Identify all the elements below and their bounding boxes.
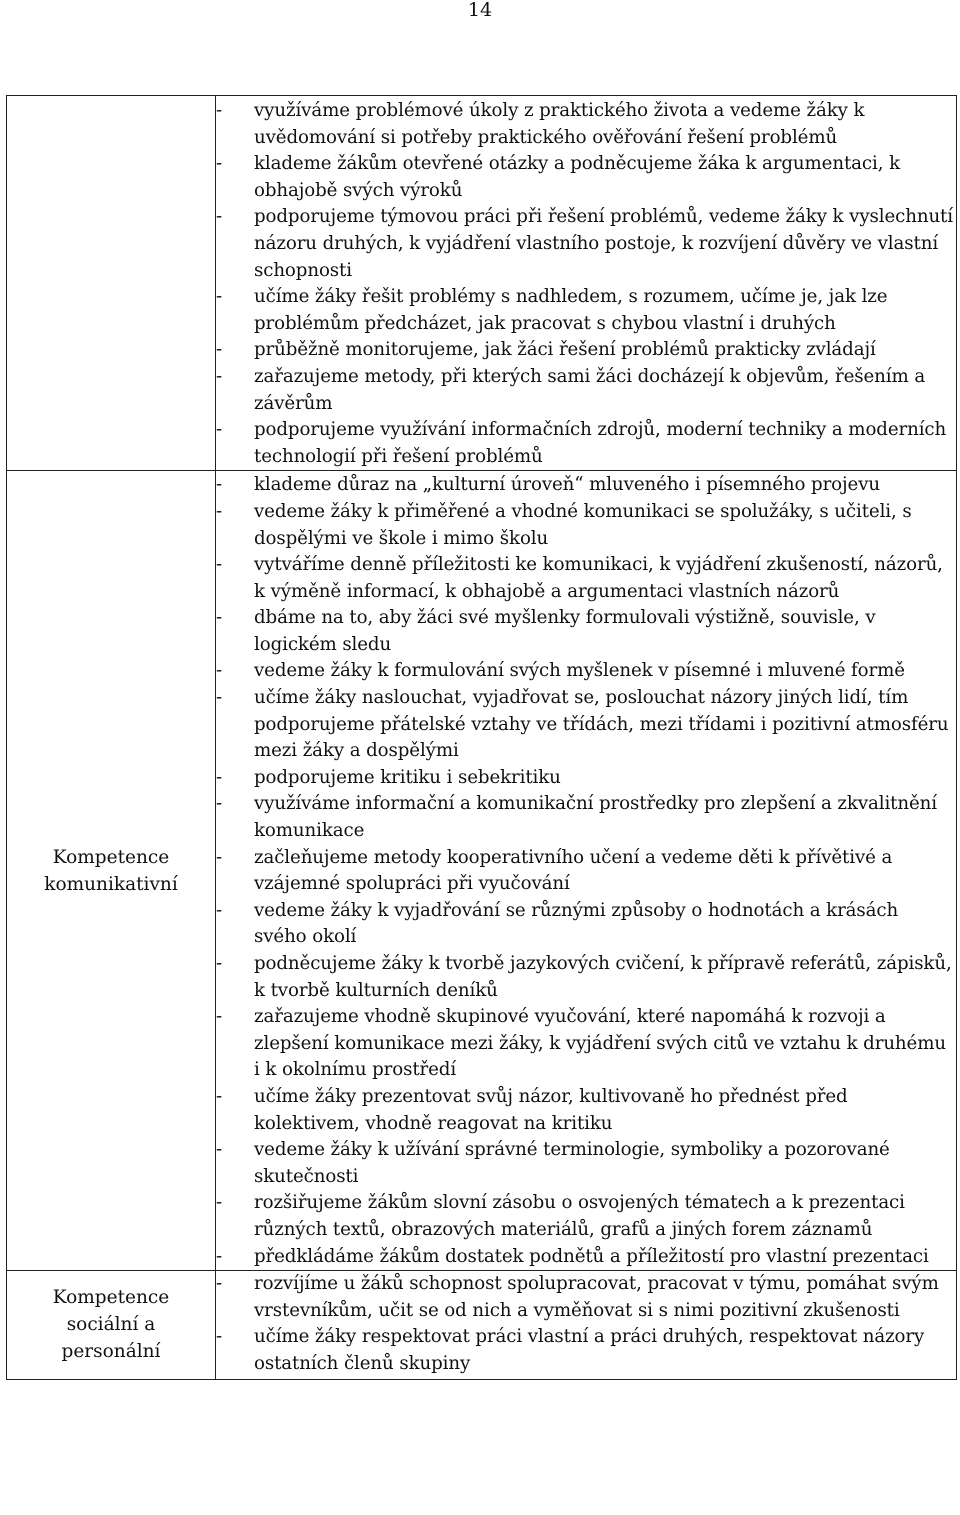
strategy-list	[216, 1271, 956, 1378]
competence-label: sociální a	[66, 1314, 156, 1336]
list-item: - učíme žáky prezentovat svůj názor, kultivovaně ho přednést před kolektivem, vhodně reagovat na kritiku	[216, 1084, 956, 1137]
list-item: - rozšiřujeme žákům slovní zásobu o osvojených tématech a k prezentaci různých textů, obrazových materiálů, grafů a jiných forem záznamů	[216, 1190, 956, 1243]
list-item: - využíváme informační a komunikační prostředky pro zlepšení a zkvalitnění komunikace	[216, 791, 956, 844]
competence-label-cell	[7, 96, 216, 471]
list-item: - podporujeme kritiku i sebekritiku	[216, 765, 956, 792]
list-item: - zařazujeme metody, při kterých sami žáci docházejí k objevům, řešením a závěrům	[216, 364, 956, 417]
list-item: - zařazujeme vhodně skupinové vyučování, které napomáhá k rozvoji a zlepšení komunikace mezi žáky, k vyjádření svých citů ve vztahu k druhému i k okolnímu prostředí	[216, 1004, 956, 1084]
list-item: - začleňujeme metody kooperativního učení a vedeme děti k přívětivé a vzájemné spolupráci při vyučování	[216, 845, 956, 898]
list-item: - dbáme na to, aby žáci své myšlenky formulovali výstižně, souvisle, v logickém sledu	[216, 605, 956, 658]
strategies-cell	[216, 1271, 957, 1379]
strategies-cell	[216, 471, 957, 1271]
strategy-list	[216, 96, 956, 470]
competence-label-cell	[7, 1271, 216, 1379]
list-item: - učíme žáky naslouchat, vyjadřovat se, poslouchat názory jiných lidí, tím podporujeme přátelské vztahy ve třídách, mezi třídami i pozitivní atmosféru mezi žáky a dospělými	[216, 685, 956, 765]
list-item: - rozvíjíme u žáků schopnost spolupracovat, pracovat v týmu, pomáhat svým vrstevníkům, učit se od nich a vyměňovat si s nimi pozitivní zkušenosti	[216, 1271, 956, 1324]
competence-label: komunikativní	[44, 873, 178, 895]
competence-label: Kompetence	[52, 1287, 170, 1309]
list-item: - vedeme žáky k přiměřené a vhodné komunikaci se spolužáky, s učiteli, s dospělými ve škole i mimo školu	[216, 499, 956, 552]
list-item: - podporujeme využívání informačních zdrojů, moderní techniky a moderních technologií při řešení problémů	[216, 417, 956, 470]
list-item: - klademe žákům otevřené otázky a podněcujeme žáka k argumentaci, k obhajobě svých výroků	[216, 151, 956, 204]
competence-label: personální	[61, 1341, 161, 1363]
list-item: - vedeme žáky k vyjadřování se různými způsoby o hodnotách a krásách svého okolí	[216, 898, 956, 951]
list-item: - vytváříme denně příležitosti ke komunikaci, k vyjádření zkušeností, názorů, k výměně informací, k obhajobě a argumentaci vlastních názorů	[216, 552, 956, 605]
list-item: - učíme žáky řešit problémy s nadhledem, s rozumem, učíme je, jak lze problémům předcházet, jak pracovat s chybou vlastní i druhých	[216, 284, 956, 337]
list-item: - učíme žáky respektovat práci vlastní a práci druhých, respektovat názory ostatních členů skupiny	[216, 1324, 956, 1377]
list-item: - vedeme žáky k užívání správné terminologie, symboliky a pozorované skutečnosti	[216, 1137, 956, 1190]
competence-label: Kompetence	[52, 846, 170, 868]
table-row-communicative	[7, 471, 957, 1271]
list-item: - průběžně monitorujeme, jak žáci řešení problémů prakticky zvládají	[216, 337, 956, 364]
table-row-social-personal	[7, 1271, 957, 1379]
page-number: 14	[467, 0, 493, 21]
list-item: - klademe důraz na „kulturní úroveň“ mluveného i písemného projevu	[216, 472, 956, 499]
competence-table	[6, 95, 957, 1380]
list-item: - využíváme problémové úkoly z praktického života a vedeme žáky k uvědomování si potřeby praktického ověřování řešení problémů	[216, 98, 956, 151]
strategies-cell	[216, 96, 957, 471]
list-item: - podněcujeme žáky k tvorbě jazykových cvičení, k přípravě referátů, zápisků, k tvorbě kulturních deníků	[216, 951, 956, 1004]
table-row-problem-solving	[7, 96, 957, 471]
list-item: - podporujeme týmovou práci při řešení problémů, vedeme žáky k vyslechnutí názoru druhých, k vyjádření vlastního postoje, k rozvíjení důvěry ve vlastní schopnosti	[216, 204, 956, 284]
strategy-list	[216, 471, 956, 1270]
list-item: - vedeme žáky k formulování svých myšlenek v písemné i mluvené formě	[216, 658, 956, 685]
list-item: - předkládáme žákům dostatek podnětů a příležitostí pro vlastní prezentaci	[216, 1244, 956, 1271]
competence-label-cell	[7, 471, 216, 1271]
